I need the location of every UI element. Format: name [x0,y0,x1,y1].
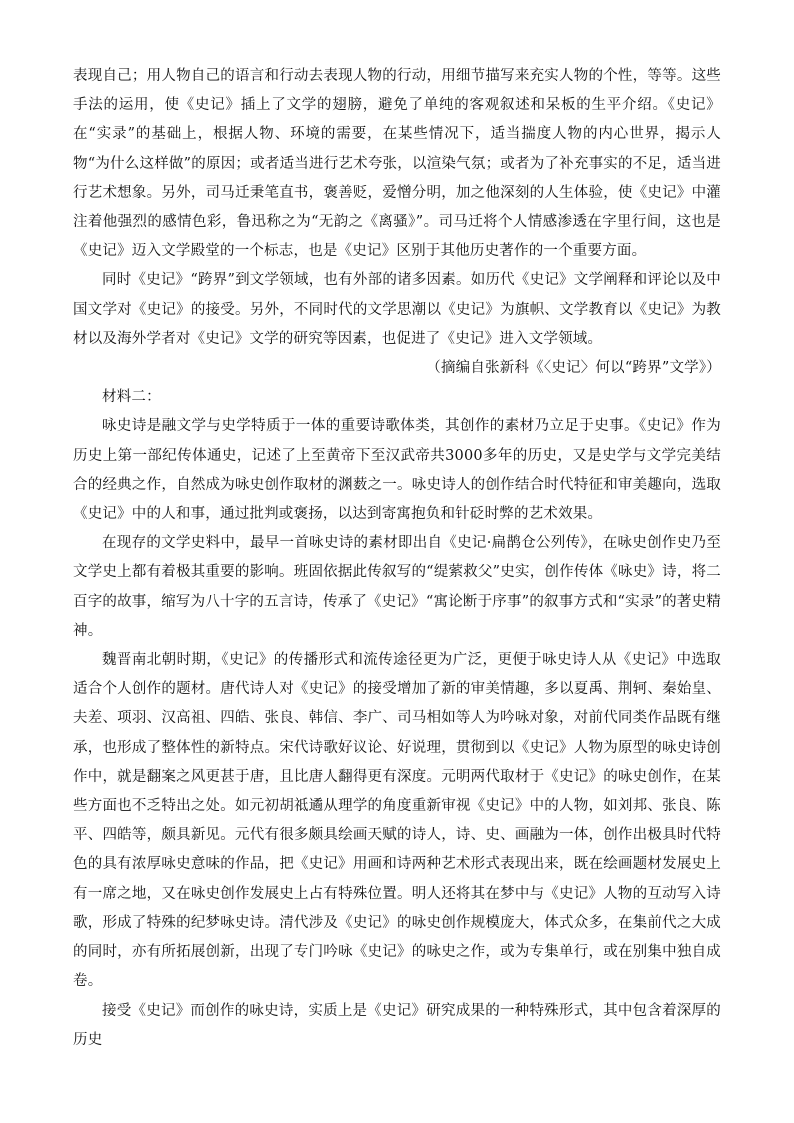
paragraph: 咏史诗是融文学与史学特质于一体的重要诗歌体类，其创作的素材乃立足于史事。《史记》作为历史上第一部纪传体通史，记述了上至黄帝下至汉武帝共3000多年的历史，又是史学与文学完美结合的经典之作，自然成为咏史创作取材的渊薮之一。咏史诗人的创作结合时代特征和审美趣向，选取《史记》中的人和事，通过批判或褒扬，以达到寄寓抱负和针砭时弊的艺术效果。 [73,418,721,523]
paragraph: 同时《史记》“跨界”到文学领域，也有外部的诸多因素。如历代《史记》文学阐释和评论以及中国文学对《史记》的接受。另外，不同时代的文学思潮以《史记》为旗帜、文学教育以《史记》为教材以及海外学者对《史记》文学的研究等因素，也促进了《史记》进入文学领域。 [73,272,721,347]
paragraph: 接受《史记》而创作的咏史诗，实质上是《史记》研究成果的一种特殊形式，其中包含着深厚的历史 [73,1002,721,1048]
paragraph: 在现存的文学史料中，最早一首咏史诗的素材即出自《史记·扁鹊仓公列传》，在咏史创作史乃至文学史上都有着极其重要的影响。班固依据此传叙写的“缇萦救父”史实，创作传体《咏史》诗，将二百字的故事，缩写为八十字的五言诗，传承了《史记》“寓论断于序事”的叙事方式和“实录”的著史精神。 [73,535,721,639]
source-citation: （摘编自张新科《〈史记〉何以“跨界”文学》） [426,360,721,377]
paragraph: 魏晋南北朝时期，《史记》的传播形式和流传途径更为广泛，更便于咏史诗人从《史记》中选取适合个人创作的题材。唐代诗人对《史记》的接受增加了新的审美情趣，多以夏禹、荆轲、秦始皇、夫差、项羽、汉高祖、四皓、张良、韩信、李广、司马相如等人为吟咏对象，对前代同类作品既有继承，也形成了整体性的新特点。宋代诗歌好议论、好说理，贯彻到以《史记》人物为原型的咏史诗创作中，就是翻案之风更甚于唐，且比唐人翻得更有深度。元明两代取材于《史记》的咏史创作，在某些方面也不乏特出之处。如元初胡祗遹从理学的角度重新审视《史记》中的人物，如刘邦、张良、陈平、四皓等，颇具新见。元代有很多颇具绘画天赋的诗人，诗、史、画融为一体，创作出极具时代特色的具有浓厚咏史意味的作品，把《史记》用画和诗两种艺术形式表现出来，既在绘画题材发展史上有一席之地，又在咏史创作发展史上占有特殊位置。明人还将其在梦中与《史记》人物的互动写入诗歌，形成了特殊的纪梦咏史诗。清代涉及《史记》的咏史创作规模庞大，体式众多，在集前代之大成的同时，亦有所拓展创新，出现了专门吟咏《史记》的咏史之作，或为专集单行，或在别集中独自成卷。 [73,652,721,990]
section-heading: 材料二： [102,389,161,406]
article-body [73,62,721,1055]
paragraph-continued: 表现自己；用人物自己的语言和行动去表现人物的行动，用细节描写来充实人物的个性，等等。这些手法的运用，使《史记》插上了文学的翅膀，避免了单纯的客观叙述和呆板的生平介绍。《史记》在“实录”的基础上，根据人物、环境的需要，在某些情况下，适当揣度人物的内心世界，揭示人物“为什么这样做”的原因；或者适当进行艺术夸张，以渲染气氛；或者为了补充事实的不足，适当进行艺术想象。另外，司马迁秉笔直书，褒善贬，爱憎分明，加之他深刻的人生体验，使《史记》中灌注着他强烈的感情色彩，鲁迅称之为“无韵之《离骚》”。司马迁将个人情感渗透在字里行间，这也是《史记》迈入文学殿堂的一个标志，也是《史记》区别于其他历史著作的一个重要方面。 [73,68,721,260]
